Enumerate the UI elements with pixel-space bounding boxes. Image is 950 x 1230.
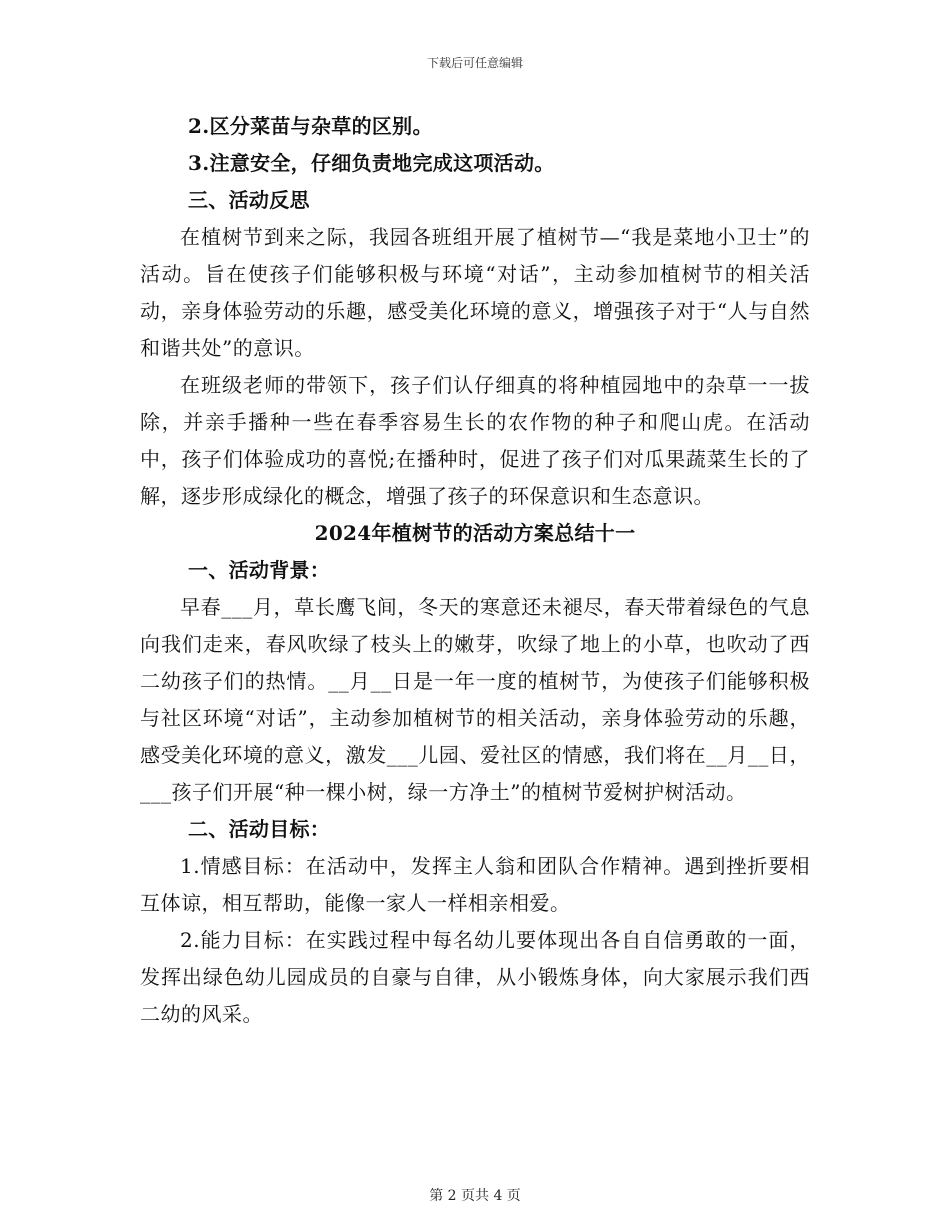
page-header: 下载后可任意编辑 [426,56,523,70]
list-item-2: 2.区分菜苗与杂草的区别。 [188,114,433,138]
paragraph-background: 早春___月，草长鹰飞间，冬天的寒意还未褪尽，春天带着绿色的气息向我们走来，春风吹绿了枝头上的嫩芽，吹绿了地上的小草，也吹动了西二幼孩子们的热情。__月__日是一年一度的植树节，为使孩子们能够积极与社区环境“对话”，主动参加植树节的相关活动，亲身体验劳动的乐趣，感受美化环境的意义，激发___儿园、爱社区的情感，我们将在__月__日，___孩子们开展“种一棵小树，绿一方净土”的植树节爱树护树活动。 [140,595,810,804]
section-heading-reflection: 三、活动反思 [188,188,310,212]
paragraph-goal-emotion: 1.情感目标：在活动中，发挥主人翁和团队合作精神。遇到挫折要相互体谅，相互帮助，能像一家人一样相亲相爱。 [140,854,810,915]
list-item-3: 3.注意安全，仔细负责地完成这项活动。 [188,151,555,175]
page-footer: 第 2 页共 4 页 [429,1188,521,1204]
paragraph-reflection-2: 在班级老师的带领下，孩子们认仔细真的将种植园地中的杂草一一拔除，并亲手播种一些在春季容易生长的农作物的种子和爬山虎。在活动中，孩子们体验成功的喜悦;在播种时，促进了孩子们对瓜果蔬菜生长的了解，逐步形成绿化的概念，增强了孩子的环保意识和生态意识。 [140,373,810,508]
document-title: 2024年植树节的活动方案总结十一 [314,521,636,545]
section-heading-goals: 二、活动目标： [188,817,331,841]
paragraph-goal-ability: 2.能力目标：在实践过程中每名幼儿要体现出各自自信勇敢的一面，发挥出绿色幼儿园成员的自豪与自律，从小锻炼身体，向大家展示我们西二幼的风采。 [140,928,810,1026]
document-body [140,108,810,1033]
paragraph-reflection-1: 在植树节到来之际，我园各班组开展了植树节—“我是菜地小卫士”的活动。旨在使孩子们能够积极与环境“对话”，主动参加植树节的相关活动，亲身体验劳动的乐趣，感受美化环境的意义，增强孩子对于“人与自然和谐共处”的意识。 [140,225,810,360]
section-heading-background: 一、活动背景： [188,558,331,582]
